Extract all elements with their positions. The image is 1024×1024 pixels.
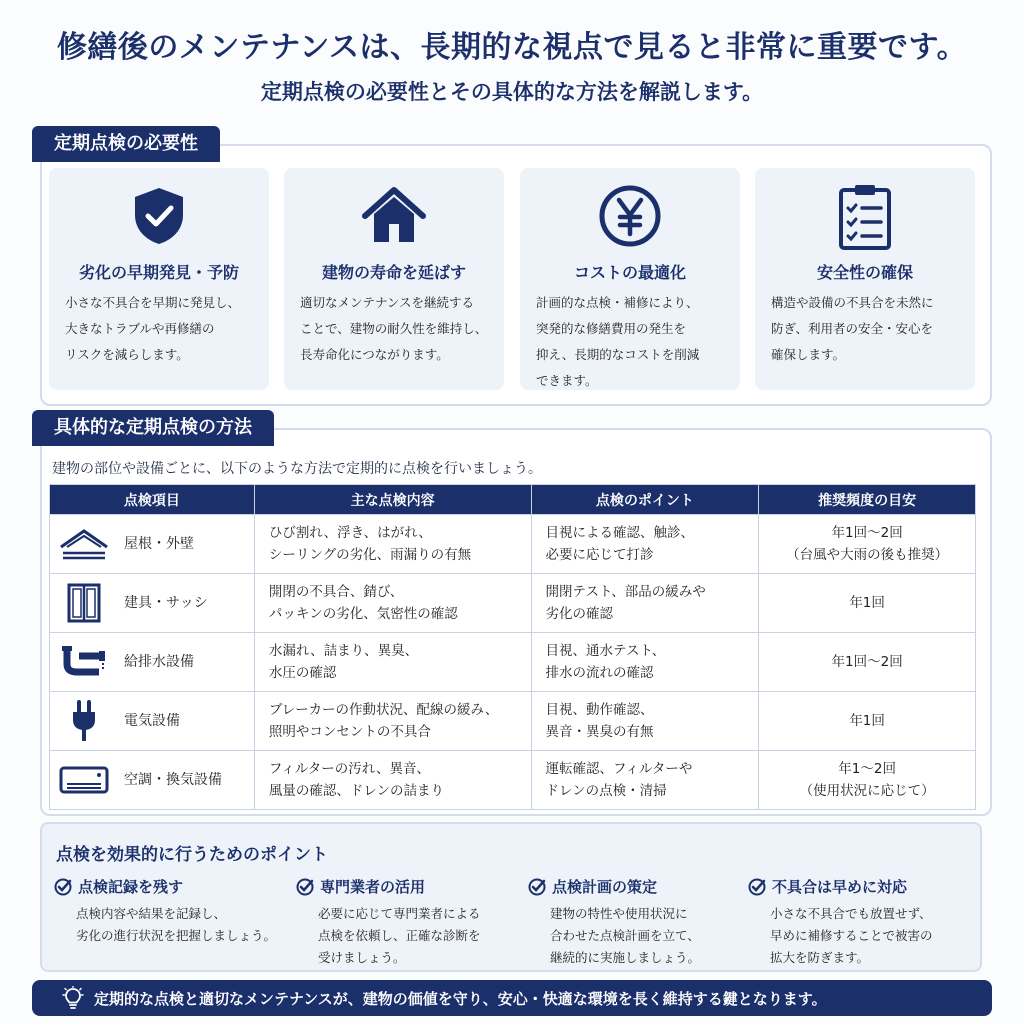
row-content: 開閉の不具合、錆び、 パッキンの劣化、気密性の確認 [254,574,531,633]
card-body [536,290,732,394]
card-body [300,290,496,368]
row-frequency: 年1回〜2回 [759,633,976,692]
tips-title: 点検を効果的に行うためのポイント [56,845,328,865]
row-point: 目視、通水テスト、 排水の流れの確認 [531,633,759,692]
tip-record [54,876,284,947]
page-subtitle: 定期点検の必要性とその具体的な方法を解説します。 [260,80,764,104]
lightbulb-icon [62,986,84,1010]
water-pipe-icon [56,642,112,682]
row-point: 目視による確認、触診、 必要に応じて打診 [531,515,759,574]
card-line: 確保します。 [771,347,846,362]
row-point: 運転確認、フィルターや ドレンの点検・清掃 [531,751,759,810]
table-row [50,751,976,810]
row-point: 目視、動作確認、 異音・異臭の有無 [531,692,759,751]
card-title: コストの最適化 [573,263,686,282]
table-row [50,633,976,692]
check-circle-icon [54,878,72,896]
tip-title: 点検計画の策定 [552,878,658,896]
row-content: フィルターの汚れ、異音、 風量の確認、ドレンの詰まり [254,751,531,810]
card-line: 適切なメンテナンスを継続する [300,295,475,310]
card-title: 安全性の確保 [816,263,913,282]
item-label: 給排水設備 [124,654,194,670]
card-line: 抑え、長期的なコストを削減 [536,347,700,362]
check-circle-icon [748,878,766,896]
table-row [50,692,976,751]
row-content: ひび割れ、浮き、はがれ、 シーリングの劣化、雨漏りの有無 [254,515,531,574]
card-body [65,290,261,368]
item-label: 空調・換気設備 [124,772,222,788]
tip-title: 不具合は早めに対応 [772,878,908,896]
row-content: 水漏れ、詰まり、異臭、 水圧の確認 [254,633,531,692]
table-row [50,574,976,633]
card-title: 建物の寿命を延ばす [321,263,466,282]
card-body [771,290,967,368]
footer-text: 定期的な点検と適切なメンテナンスが、建物の価値を守り、安心・快適な環境を長く維持する鍵となります。 [94,989,827,1008]
check-circle-icon [528,878,546,896]
necessity-tab: 定期点検の必要性 [32,126,220,162]
page-title: 修繕後のメンテナンスは、長期的な視点で見ると非常に重要です。 [56,30,968,65]
tip-plan [528,876,758,969]
card-line: 構造や設備の不具合を未然に [771,295,934,310]
clipboard-checklist-icon [755,176,975,256]
card-early-detection [49,168,269,390]
row-point: 開閉テスト、部品の緩みや 劣化の確認 [531,574,759,633]
card-extend-life [284,168,504,390]
table-header-row [50,485,976,515]
tip-body: 小さな不具合でも放置せず、 早めに補修することで被害の 拡大を防ぎます。 [770,906,933,965]
footer-banner [32,980,992,1016]
shield-check-icon [49,176,269,256]
card-cost [520,168,740,390]
tip-title: 専門業者の活用 [320,878,426,896]
house-icon [284,176,504,256]
card-line: 突発的な修繕費用の発生を [536,321,687,336]
card-line: 防ぎ、利用者の安全・安心を [771,321,934,336]
item-label: 屋根・外壁 [124,536,194,552]
check-circle-icon [296,878,314,896]
row-frequency: 年1〜2回 （使用状況に応じて） [759,751,976,810]
header-content: 主な点検内容 [254,485,531,515]
tips-box [40,822,982,972]
window-sash-icon [56,583,112,623]
card-line: 計画的な点検・補修により、 [536,295,699,310]
roof-icon [56,524,112,564]
row-frequency: 年1回〜2回 （台風や大雨の後も推奨） [759,515,976,574]
row-frequency: 年1回 [759,574,976,633]
plug-icon [56,701,112,741]
item-label: 電気設備 [124,713,180,729]
tip-title: 点検記録を残す [78,878,184,896]
header-point: 点検のポイント [531,485,759,515]
methods-tab: 具体的な定期点検の方法 [32,410,274,446]
tip-body: 建物の特性や使用状況に 合わせた点検計画を立て、 継続的に実施しましょう。 [550,906,701,965]
card-line: 長寿命化につながります。 [300,347,449,362]
header-frequency: 推奨頻度の目安 [759,485,976,515]
methods-table [49,484,976,810]
card-line: できます。 [536,373,598,388]
card-safety [755,168,975,390]
tip-body: 点検内容や結果を記録し、 劣化の進行状況を把握しましょう。 [76,906,277,943]
methods-intro: 建物の部位や設備ごとに、以下のような方法で定期的に点検を行いましょう。 [52,461,542,477]
tip-specialist [296,876,526,969]
yen-coin-icon [520,176,740,256]
row-content: ブレーカーの作動状況、配線の緩み、 照明やコンセントの不具合 [254,692,531,751]
tip-early-fix [748,876,978,969]
row-frequency: 年1回 [759,692,976,751]
tip-body: 必要に応じて専門業者による 点検を依頼し、正確な診断を 受けましょう。 [318,906,481,965]
card-line: リスクを減らします。 [65,347,189,362]
header-item: 点検項目 [50,485,255,515]
item-label: 建具・サッシ [124,595,208,611]
card-line: 小さな不具合を早期に発見し、 [65,295,241,310]
card-title: 劣化の早期発見・予防 [78,263,239,282]
air-conditioner-icon [56,760,112,800]
card-line: ことで、建物の耐久性を維持し、 [300,321,488,336]
card-line: 大きなトラブルや再修繕の [65,321,215,336]
table-row [50,515,976,574]
